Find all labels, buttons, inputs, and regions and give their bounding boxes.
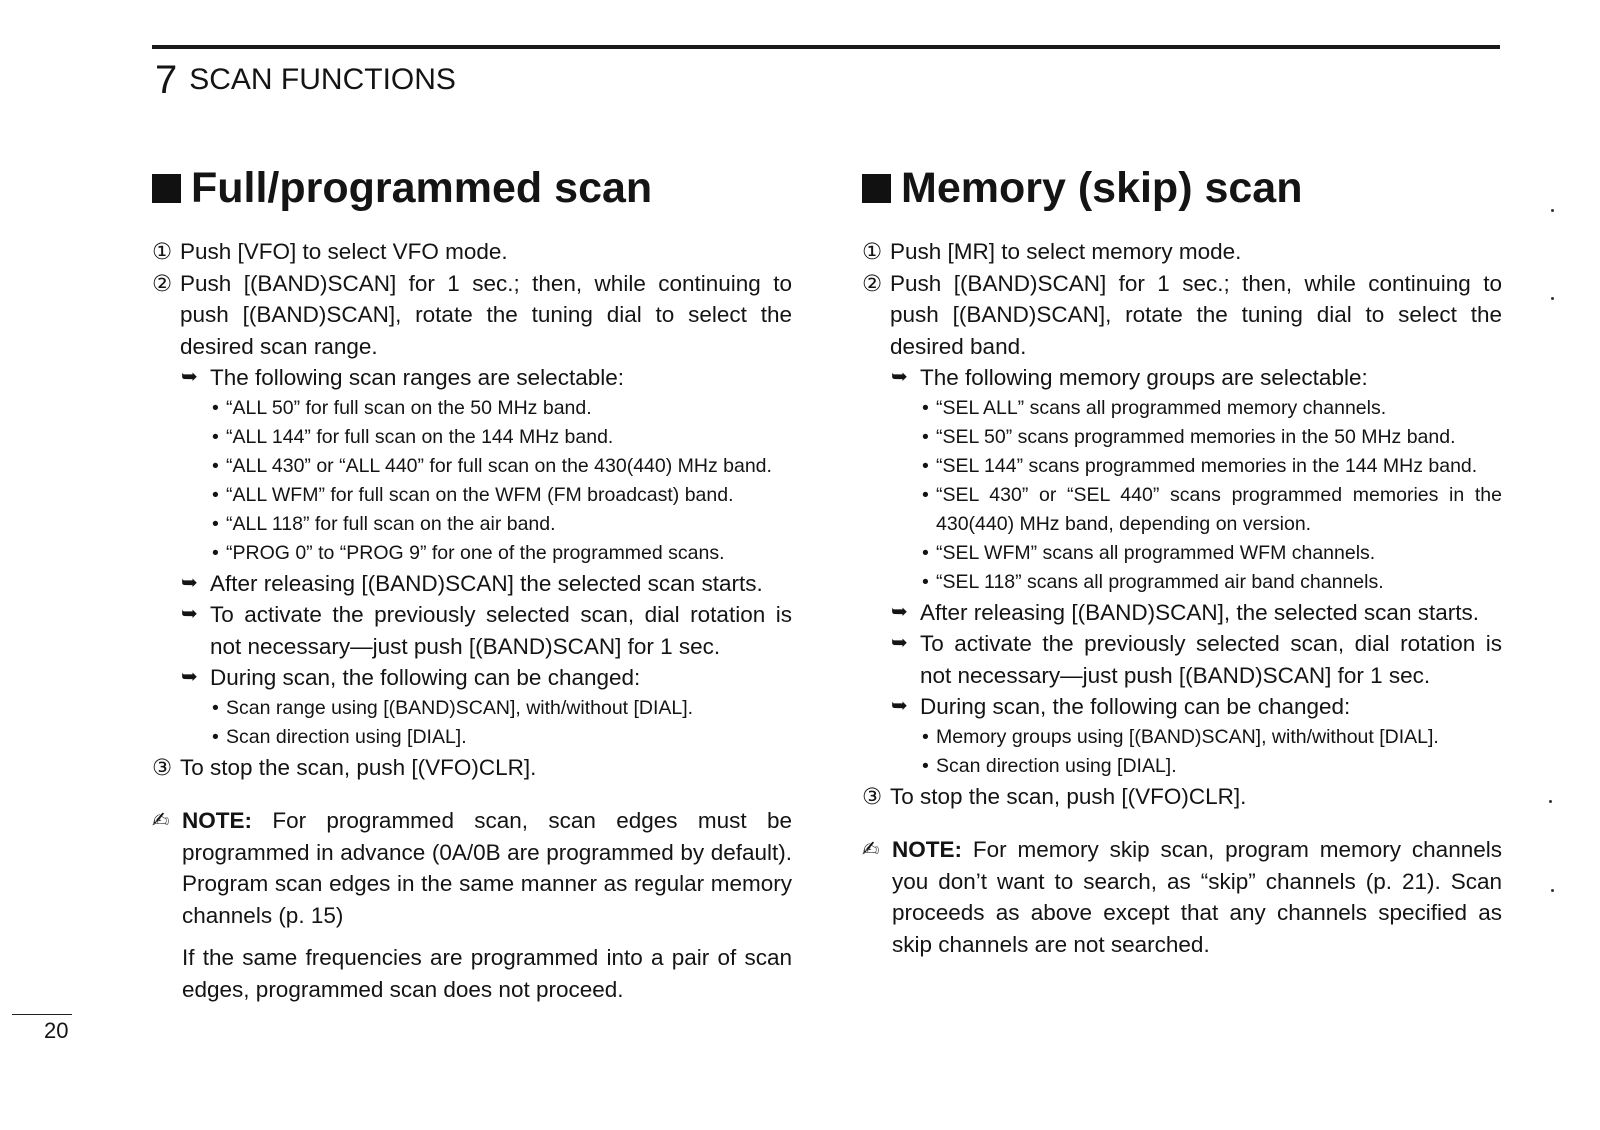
step-text: Push [(BAND)SCAN] for 1 sec.; then, while continuing to push [(BAND)SCAN], rotate the tuning dial to select the desired scan range. xyxy=(180,270,792,359)
bullet-list xyxy=(862,394,1502,597)
note-text: For memory skip scan, program memory channels you don’t want to search, as “skip” channels (p. 21). Scan proceeds as above except that any channels specified as skip channels are not searched. xyxy=(892,837,1502,957)
substep xyxy=(862,691,1502,723)
step-2 xyxy=(152,268,792,363)
section-title: Full/programmed scan xyxy=(191,163,653,212)
step-1 xyxy=(152,236,792,268)
note-paragraph: If the same frequencies are programmed into a pair of scan edges, programmed scan does not proceed. xyxy=(182,945,792,1002)
substep xyxy=(152,568,792,600)
scan-speck xyxy=(1551,889,1554,892)
pencil-note-icon: ✍ xyxy=(862,838,880,861)
scan-speck xyxy=(1551,209,1554,212)
page-number: 20 xyxy=(44,1018,69,1043)
step-2 xyxy=(862,268,1502,363)
chapter-header xyxy=(155,58,456,102)
arrow-icon: ➥ xyxy=(181,666,198,688)
right-column xyxy=(862,158,1502,960)
step-text: Push [VFO] to select VFO mode. xyxy=(180,239,508,264)
list-item: • “SEL 50” scans programmed memories in the 50 MHz band. xyxy=(922,425,1456,448)
step-marker: ① xyxy=(152,239,173,264)
square-bullet-icon xyxy=(152,174,181,203)
list-item: • Scan direction using [DIAL]. xyxy=(922,754,1177,777)
substep xyxy=(862,628,1502,691)
step-text: To stop the scan, push [(VFO)CLR]. xyxy=(180,754,537,780)
substep xyxy=(152,599,792,662)
list-item: • “ALL 430” or “ALL 440” for full scan on the 430(440) MHz band. xyxy=(212,454,772,477)
substep-text: To activate the previously selected scan, dial rotation is not necessary—just push [(BAND)SCAN] for 1 sec. xyxy=(210,602,792,659)
left-column xyxy=(152,158,792,1005)
substep xyxy=(152,362,792,394)
list-item: • “PROG 0” to “PROG 9” for one of the programmed scans. xyxy=(212,541,725,564)
list-item: • “SEL 118” scans all programmed air band channels. xyxy=(922,570,1384,593)
step-text: Push [MR] to select memory mode. xyxy=(890,239,1242,264)
list-item: • “SEL 144” scans programmed memories in the 144 MHz band. xyxy=(922,454,1478,477)
step-1 xyxy=(862,236,1502,268)
substep-text: During scan, the following can be changed: xyxy=(210,665,641,690)
arrow-icon: ➥ xyxy=(891,695,908,717)
list-item: • “ALL WFM” for full scan on the WFM (FM broadcast) band. xyxy=(212,483,734,506)
step-3 xyxy=(152,752,792,784)
section-heading xyxy=(862,158,1502,218)
scan-speck xyxy=(1549,800,1552,803)
note-label: NOTE: xyxy=(182,808,252,833)
list-item: • “SEL ALL” scans all programmed memory channels. xyxy=(922,396,1387,419)
arrow-icon: ➥ xyxy=(891,366,908,388)
section-title: Memory (skip) scan xyxy=(901,163,1303,212)
scan-speck xyxy=(1551,297,1554,300)
step-marker: ② xyxy=(152,270,173,296)
substep xyxy=(152,662,792,694)
bullet-list xyxy=(152,694,792,752)
arrow-icon: ➥ xyxy=(891,632,908,654)
step-marker: ③ xyxy=(862,783,883,809)
square-bullet-icon xyxy=(862,174,891,203)
substep-text: The following scan ranges are selectable: xyxy=(210,365,624,390)
list-item: • Memory groups using [(BAND)SCAN], with/without [DIAL]. xyxy=(922,725,1439,748)
list-item: • Scan direction using [DIAL]. xyxy=(212,725,467,748)
step-3 xyxy=(862,781,1502,813)
step-text: Push [(BAND)SCAN] for 1 sec.; then, while continuing to push [(BAND)SCAN], rotate the tuning dial to select the desired band. xyxy=(890,270,1502,359)
chapter-title: SCAN FUNCTIONS xyxy=(189,63,456,96)
pencil-note-icon: ✍ xyxy=(152,809,170,832)
substep-text: After releasing [(BAND)SCAN], the selected scan starts. xyxy=(920,599,1479,625)
list-item: • “SEL WFM” scans all programmed WFM channels. xyxy=(922,541,1376,564)
chapter-number: 7 xyxy=(155,58,178,102)
step-marker: ③ xyxy=(152,754,173,780)
substep-text: The following memory groups are selectable: xyxy=(920,365,1368,390)
substep xyxy=(862,597,1502,629)
substep xyxy=(862,362,1502,394)
arrow-icon: ➥ xyxy=(181,603,198,625)
list-item: • “ALL 118” for full scan on the air band. xyxy=(212,512,556,535)
list-item: • “SEL 430” or “SEL 440” scans programmed memories in the 430(440) MHz band, depending on version. xyxy=(922,483,1502,535)
section-heading xyxy=(152,158,792,218)
note xyxy=(152,805,792,931)
step-marker: ② xyxy=(862,270,883,296)
list-item: • “ALL 144” for full scan on the 144 MHz band. xyxy=(212,425,614,448)
list-item: • “ALL 50” for full scan on the 50 MHz band. xyxy=(212,396,592,419)
header-rule xyxy=(152,45,1500,49)
page-number-rule xyxy=(12,1014,72,1015)
step-text: To stop the scan, push [(VFO)CLR]. xyxy=(890,783,1247,809)
substep-text: During scan, the following can be changed: xyxy=(920,694,1351,719)
substep-text: After releasing [(BAND)SCAN] the selected scan starts. xyxy=(210,570,763,596)
step-marker: ① xyxy=(862,239,883,264)
note-text: For programmed scan, scan edges must be programmed in advance (0A/0B are programmed by default). Program scan edges in the same manner as regular memory channels (p. 15) xyxy=(182,808,792,928)
list-item: • Scan range using [(BAND)SCAN], with/without [DIAL]. xyxy=(212,696,694,719)
arrow-icon: ➥ xyxy=(181,571,198,594)
bullet-list xyxy=(862,723,1502,781)
bullet-list xyxy=(152,394,792,568)
arrow-icon: ➥ xyxy=(181,366,198,388)
arrow-icon: ➥ xyxy=(891,600,908,623)
note-label: NOTE: xyxy=(892,837,962,862)
note xyxy=(862,834,1502,960)
substep-text: To activate the previously selected scan, dial rotation is not necessary—just push [(BAND)SCAN] for 1 sec. xyxy=(920,631,1502,688)
